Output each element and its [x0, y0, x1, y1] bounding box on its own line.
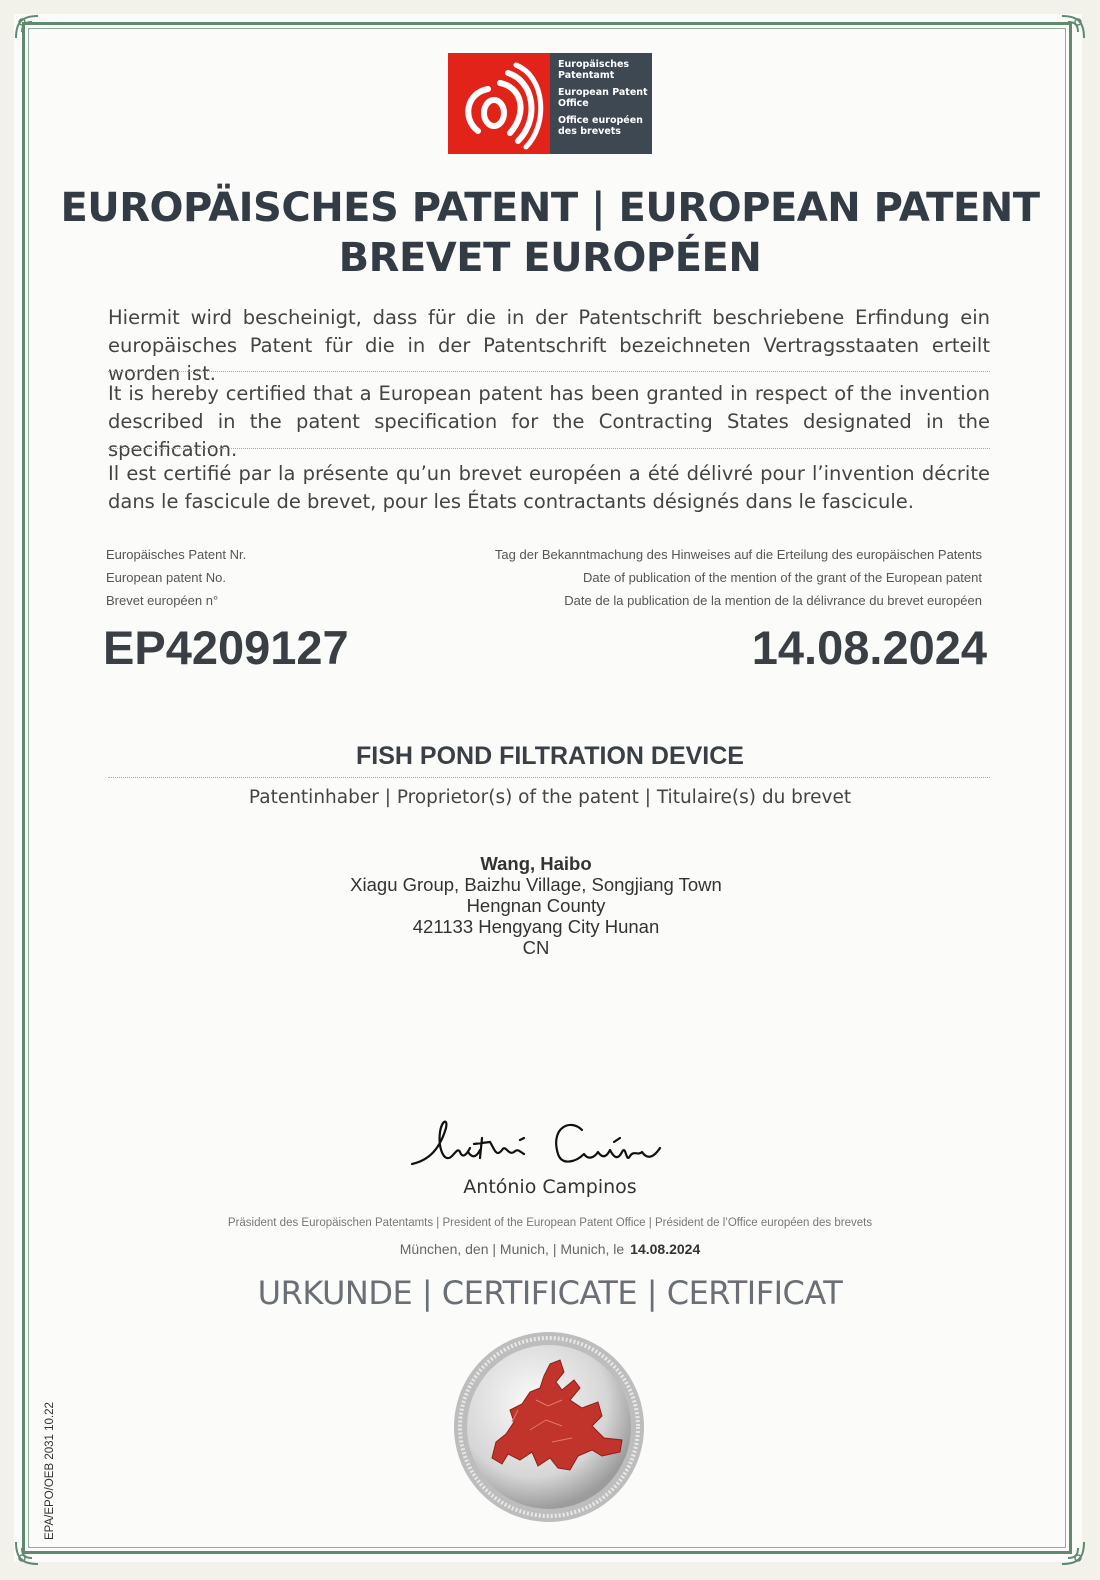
proprietor-label: Patentinhaber | Proprietor(s) of the patent | Titulaire(s) du brevet — [248, 787, 852, 808]
signatory-name: António Campinos — [463, 1176, 637, 1198]
signature-icon — [410, 1108, 670, 1176]
epo-logo — [448, 53, 652, 154]
patent-number-labels — [106, 543, 246, 612]
form-code: EPA/EPO/OEB 2031 10.22 — [44, 1402, 56, 1540]
proprietor-country: CN — [522, 937, 550, 958]
europe-map-seal-icon — [452, 1330, 646, 1524]
document-type: URKUNDE | CERTIFICATE | CERTIFICAT — [257, 1274, 843, 1312]
publication-date: 14.08.2024 — [751, 621, 987, 674]
publication-date-label-de: Tag der Bekanntmachung des Hinweises auf die Erteilung des europäischen Patents — [494, 547, 982, 562]
invention-title: FISH POND FILTRATION DEVICE — [356, 742, 744, 770]
signatory-office: Präsident des Europäischen Patentamts | President of the European Patent Office | Président de l’Office européen des brevets — [227, 1217, 873, 1229]
publication-date-label-en: Date of publication of the mention of the grant of the European patent — [583, 570, 982, 585]
logo-line-de: Europäisches Patentamt — [558, 59, 630, 81]
epo-logo-text — [550, 53, 652, 154]
certification-text-de: Hiermit wird bescheinigt, dass für die in der Patentschrift beschriebene Erfindung ein europäisches Patent für die in der Patentschrift bezeichneten Vertragsstaaten erteilt worden ist. — [108, 306, 990, 385]
proprietor-address-line-3: 421133 Hengyang City Hunan — [412, 916, 660, 937]
divider — [108, 448, 990, 449]
corner-ornament-icon — [12, 12, 42, 42]
corner-ornament-icon — [1058, 1538, 1088, 1568]
patent-number-label-de: Europäisches Patent Nr. — [106, 547, 247, 562]
divider — [108, 777, 990, 778]
corner-ornament-icon — [12, 1538, 42, 1568]
proprietor-name: Wang, Haibo — [480, 853, 592, 874]
logo-line-en: European Patent Office — [558, 87, 648, 109]
publication-date-label-fr: Date de la publication de la mention de la délivrance du brevet européen — [564, 593, 982, 608]
epo-logo-icon — [448, 53, 550, 154]
patent-number: EP4209127 — [103, 621, 349, 674]
certificate-title-line-1: EUROPÄISCHES PATENT | EUROPEAN PATENT — [60, 185, 1040, 231]
certification-text-en: It is hereby certified that a European patent has been granted in respect of the invention described in the patent specification for the Contracting States designated in the specification. — [108, 382, 990, 461]
publication-date-labels — [495, 543, 982, 612]
divider — [108, 371, 990, 372]
logo-line-fr: Office européen des brevets — [558, 115, 643, 137]
corner-ornament-icon — [1058, 12, 1088, 42]
certification-text-fr: Il est certifié par la présente qu’un brevet européen a été délivré pour l’invention décrite dans le fascicule de brevet, pour les États contractants désignés dans le fascicule. — [108, 462, 990, 513]
patent-number-label-fr: Brevet européen n° — [106, 593, 219, 608]
proprietor-address-line-2: Hengnan County — [466, 895, 606, 916]
patent-number-label-en: European patent No. — [106, 570, 226, 585]
signature-date: 14.08.2024 — [630, 1241, 701, 1257]
proprietor-block — [0, 853, 1072, 958]
proprietor-address-line-1: Xiagu Group, Baizhu Village, Songjiang Town — [350, 874, 722, 895]
place-label: München, den | Munich, | Munich, le — [399, 1241, 625, 1257]
certificate-title-line-2: BREVET EUROPÉEN — [338, 235, 762, 281]
place-date-line — [0, 1241, 1100, 1257]
